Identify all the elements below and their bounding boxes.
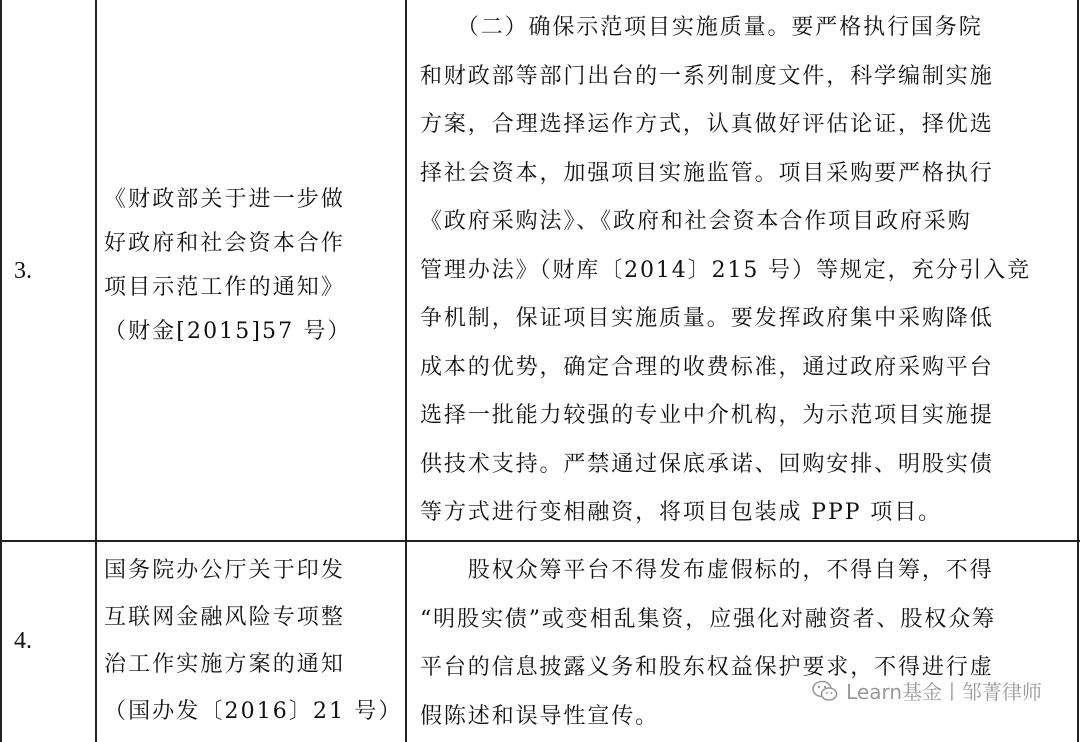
provision-line: 《政府采购法》、《政府和社会资本合作项目政府采购 <box>420 209 972 234</box>
table-border-right <box>1077 0 1079 742</box>
provision-line: 股权众筹平台不得发布虚假标的，不得自筹，不得 <box>420 558 994 583</box>
document-title-line: 《财政部关于进一步做 <box>104 187 346 212</box>
provision-line: 管理办法》（财库〔2014〕215 号）等规定，充分引入竞 <box>420 257 1032 283</box>
row-number: 3. <box>14 258 32 284</box>
table-border-left <box>0 0 2 742</box>
watermark <box>812 676 1042 705</box>
document-title-line: 项目示范工作的通知》 <box>104 275 346 300</box>
provision-line: 假陈述和误导性宣传。 <box>420 703 660 729</box>
document-title-line: 国务院办公厅关于印发 <box>104 558 346 583</box>
document-title-line: （国办发〔2016〕21 号） <box>104 699 403 724</box>
provision-line: 和财政部等部门出台的一系列制度文件，科学编制实施 <box>420 63 994 89</box>
row-divider <box>0 540 1080 542</box>
row-number: 4. <box>14 628 32 654</box>
provision-line: “明股实债”或变相乱集资，应强化对融资者、股权众筹 <box>420 606 996 632</box>
document-title <box>104 547 403 735</box>
provision-line: 方案，合理选择运作方式，认真做好评估论证，择优选 <box>420 112 994 137</box>
provision-line: 等方式进行变相融资，将项目包装成 PPP 项目。 <box>420 500 942 525</box>
document-title <box>104 178 400 354</box>
provision-line: 选择一批能力较强的专业中介机构，为示范项目实施提 <box>420 403 994 428</box>
document-title-line: （财金[2015]57 号） <box>104 319 352 344</box>
document-title-line: 治工作实施方案的通知 <box>104 652 346 677</box>
column-divider-2 <box>405 0 407 742</box>
provision-line: 供技术支持。严禁通过保底承诺、回购安排、明股实债 <box>420 451 994 477</box>
column-divider-1 <box>95 0 97 742</box>
provision-line: 择社会资本，加强项目实施监管。项目采购要严格执行 <box>420 160 994 186</box>
provision-text <box>420 4 1070 538</box>
provision-line: （二）确保示范项目实施质量。要严格执行国务院 <box>420 15 983 40</box>
provision-line: 平台的信息披露义务和股东权益保护要求，不得进行虚 <box>420 655 994 680</box>
document-title-line: 互联网金融风险专项整 <box>104 605 346 630</box>
watermark-text: Learn基金丨邹菁律师 <box>846 680 1042 704</box>
document-title-line: 好政府和社会资本合作 <box>104 231 346 256</box>
provision-text <box>420 547 1070 741</box>
provision-line: 争机制，保证项目实施质量。要发挥政府集中采购降低 <box>420 306 994 331</box>
provision-line: 成本的优势，确定合理的收费标准，通过政府采购平台 <box>420 354 994 380</box>
wechat-logo-icon <box>812 680 838 702</box>
